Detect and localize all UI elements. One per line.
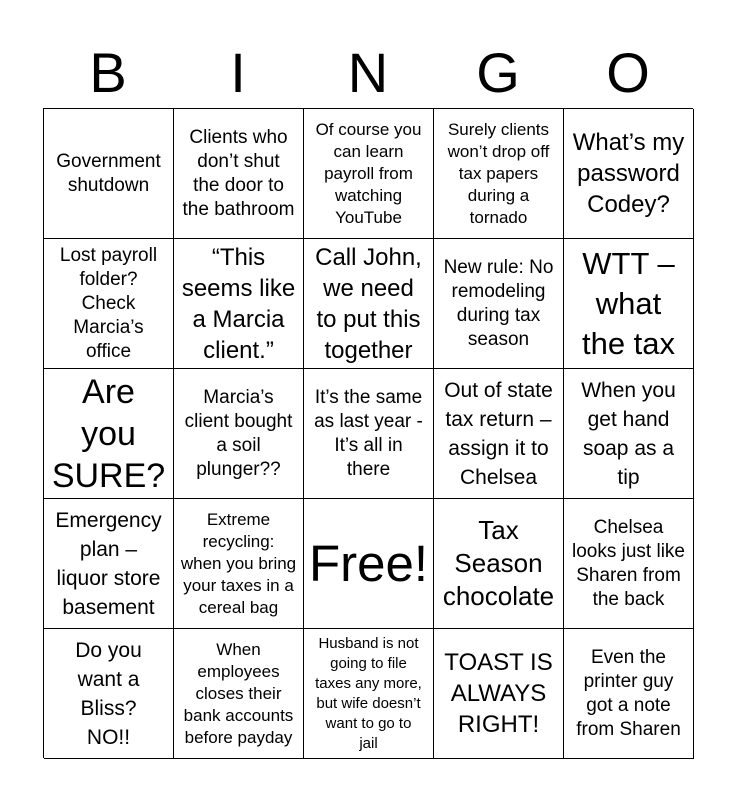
header-letter-i: I <box>230 41 246 104</box>
bingo-cell[interactable] <box>174 239 304 369</box>
bingo-cell[interactable] <box>44 629 174 759</box>
bingo-cell-text: When employees closes their bank accounts before payday <box>183 639 294 747</box>
header-letter-g: G <box>476 41 520 104</box>
bingo-cell-text: Extreme recycling: when you bring your taxes in a cereal bag <box>180 509 297 617</box>
bingo-cell[interactable] <box>434 629 564 759</box>
bingo-cell-text: Call John, we need to put this together <box>315 243 422 364</box>
bingo-cell-text: Chelsea looks just like Sharen from the back <box>572 516 685 610</box>
bingo-cell[interactable] <box>564 369 694 499</box>
bingo-cell-text: Clients who don’t shut the door to the bathroom <box>182 126 295 220</box>
bingo-cell-text: Even the printer guy got a note from Sharen <box>576 646 681 740</box>
bingo-cell[interactable] <box>434 369 564 499</box>
bingo-cell[interactable] <box>44 369 174 499</box>
bingo-card-grid <box>43 108 693 758</box>
bingo-cell[interactable] <box>174 629 304 759</box>
bingo-cell[interactable] <box>564 239 694 369</box>
bingo-cell[interactable] <box>304 629 434 759</box>
bingo-cell[interactable] <box>434 499 564 629</box>
bingo-cell-text: It’s the same as last year - It’s all in there <box>314 386 423 480</box>
bingo-cell-text: Lost payroll folder? Check Marcia’s office <box>59 244 158 362</box>
header-letter-b: B <box>89 41 127 104</box>
bingo-cell-text: When you get hand soap as a tip <box>581 378 676 489</box>
bingo-cell[interactable] <box>434 109 564 239</box>
bingo-cell-text: Of course you can learn payroll from watching YouTube <box>315 119 422 227</box>
bingo-cell-text: What’s my password Codey? <box>572 129 685 218</box>
bingo-cell[interactable] <box>564 499 694 629</box>
bingo-cell-text: Out of state tax return – assign it to Chelsea <box>444 378 553 489</box>
bingo-cell-text: Surely clients won’t drop off tax papers during a tornado <box>447 119 550 227</box>
bingo-cell-text: New rule: No remodeling during tax season <box>443 256 554 350</box>
bingo-cell[interactable] <box>174 369 304 499</box>
free-space-text: Free! <box>308 534 429 592</box>
bingo-cell-text: Tax Season chocolate <box>442 515 555 611</box>
bingo-cell[interactable] <box>44 499 174 629</box>
bingo-cell[interactable] <box>434 239 564 369</box>
bingo-cell-text: Marcia’s client bought a soil plunger?? <box>184 386 293 480</box>
bingo-cell-text: Are you SURE? <box>51 372 166 495</box>
header-letter-o: O <box>606 41 650 104</box>
bingo-cell[interactable] <box>564 629 694 759</box>
bingo-cell[interactable] <box>304 369 434 499</box>
bingo-cell[interactable] <box>44 109 174 239</box>
bingo-cell[interactable] <box>44 239 174 369</box>
bingo-header <box>43 38 693 108</box>
bingo-cell-text: “This seems like a Marcia client.” <box>181 243 296 364</box>
bingo-cell[interactable] <box>304 239 434 369</box>
bingo-cell[interactable] <box>174 109 304 239</box>
bingo-cell-text: TOAST IS ALWAYS RIGHT! <box>444 649 553 738</box>
bingo-cell[interactable] <box>564 109 694 239</box>
bingo-cell-text: Husband is not going to file taxes any more, but wife doesn’t want to go to jail <box>315 634 422 752</box>
bingo-cell[interactable] <box>304 109 434 239</box>
header-letter-n: N <box>347 41 389 104</box>
bingo-cell[interactable] <box>174 499 304 629</box>
bingo-cell-text: Emergency plan – liquor store basement <box>55 508 162 619</box>
free-space[interactable] <box>304 499 434 629</box>
bingo-cell-text: Government shutdown <box>56 150 161 196</box>
bingo-cell-text: WTT – what the tax <box>581 245 676 361</box>
bingo-cell-text: Do you want a Bliss? NO!! <box>75 638 142 749</box>
